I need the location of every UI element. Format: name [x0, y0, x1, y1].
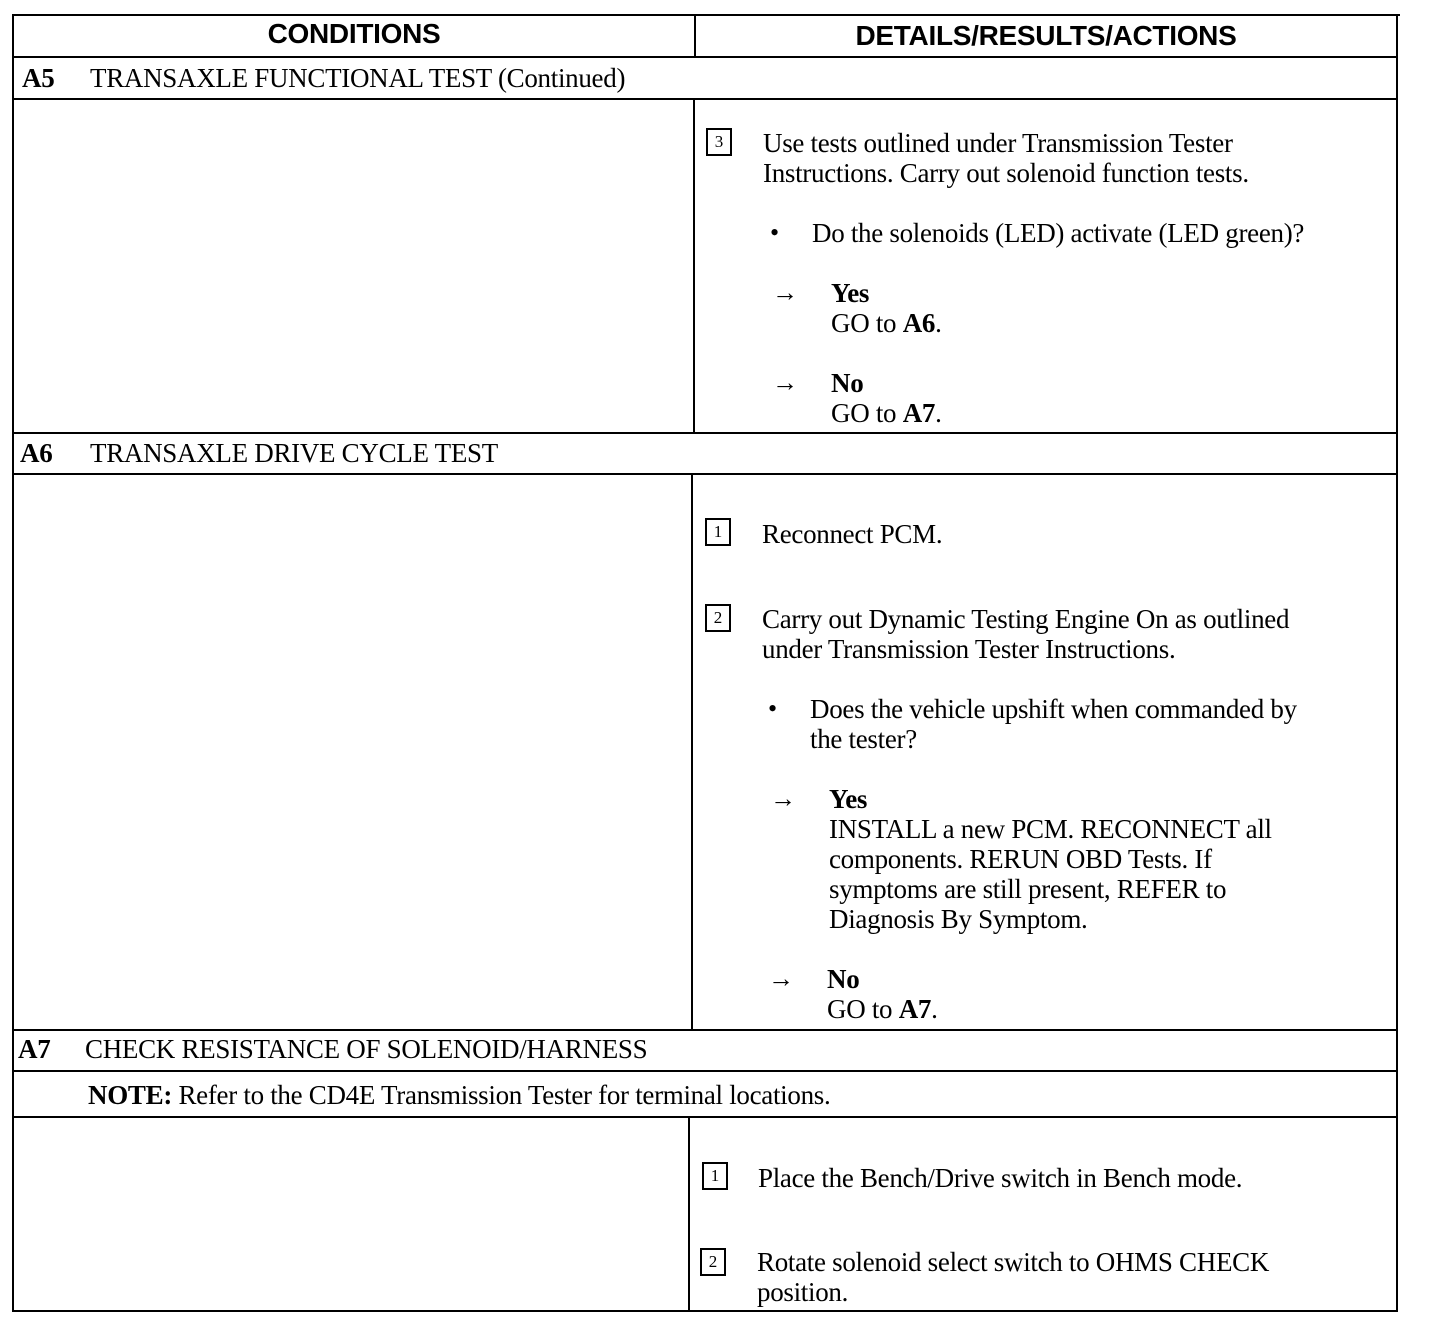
no-label: No	[831, 368, 864, 398]
no-action: GO to A7.	[827, 994, 938, 1024]
yes-action-line: INSTALL a new PCM. RECONNECT all	[829, 814, 1272, 844]
yes-result	[829, 784, 1272, 934]
a7-title-top	[12, 1029, 1398, 1031]
a6-title-top	[12, 432, 1398, 434]
conditions-header: CONDITIONS	[267, 18, 441, 49]
yes-action-line: Diagnosis By Symptom.	[829, 904, 1088, 934]
arrow-right-icon: →	[772, 278, 798, 307]
arrow-right-icon: →	[768, 964, 794, 993]
yes-action-line: components. RERUN OBD Tests. If	[829, 844, 1212, 874]
no-result	[827, 964, 938, 1024]
no-action: GO to A7.	[831, 398, 942, 428]
arrow-right-icon: →	[770, 784, 796, 813]
step-instruction	[762, 604, 1289, 664]
section-title-a6: TRANSAXLE DRIVE CYCLE TEST	[90, 438, 498, 468]
column-divider-a5	[693, 98, 695, 434]
note-text: NOTE: Refer to the CD4E Transmission Tester for terminal locations.	[88, 1080, 831, 1110]
yes-label: Yes	[831, 278, 870, 308]
a5-title-divider	[12, 98, 1398, 100]
border-top	[14, 14, 1400, 16]
step-number-box: 3	[706, 128, 732, 156]
question-line: Does the vehicle upshift when commanded by	[810, 694, 1297, 724]
step-text-line: position.	[757, 1277, 849, 1307]
no-label: No	[827, 964, 860, 994]
question-text	[810, 694, 1297, 754]
step-number-box: 1	[705, 518, 731, 546]
bullet-icon: •	[770, 218, 780, 247]
a7-note-divider	[12, 1116, 1398, 1118]
section-title-a7: CHECK RESISTANCE OF SOLENOID/HARNESS	[85, 1034, 648, 1064]
yes-action-line: symptoms are still present, REFER to	[829, 874, 1227, 904]
section-title-a5: TRANSAXLE FUNCTIONAL TEST (Continued)	[90, 63, 626, 93]
yes-label: Yes	[829, 784, 868, 814]
arrow-right-icon: →	[772, 368, 798, 397]
section-id-a6: A6	[20, 438, 53, 468]
details-header: DETAILS/RESULTS/ACTIONS	[855, 20, 1237, 51]
section-id-a7: A7	[18, 1034, 51, 1064]
step-text-line: Use tests outlined under Transmission Tester	[763, 128, 1233, 158]
step-instruction	[763, 128, 1249, 188]
no-result	[831, 368, 942, 428]
step-number-box: 2	[700, 1248, 726, 1276]
column-divider-a6	[691, 473, 693, 1031]
step-number-box: 1	[702, 1162, 728, 1190]
step-text-line: under Transmission Tester Instructions.	[762, 634, 1176, 664]
question-text: Do the solenoids (LED) activate (LED green)?	[812, 218, 1305, 248]
yes-action: GO to A6.	[831, 308, 942, 338]
step-text-line: Rotate solenoid select switch to OHMS CHECK	[757, 1247, 1270, 1277]
step-instruction: Place the Bench/Drive switch in Bench mode.	[758, 1163, 1243, 1193]
question-line: the tester?	[810, 724, 917, 754]
a7-title-divider	[12, 1070, 1398, 1072]
step-text-line: Carry out Dynamic Testing Engine On as outlined	[762, 604, 1290, 634]
step-instruction	[757, 1247, 1269, 1307]
bullet-icon: •	[768, 694, 778, 723]
a6-title-divider	[12, 473, 1398, 475]
column-divider-a7	[688, 1116, 690, 1312]
step-instruction: Reconnect PCM.	[762, 519, 943, 549]
note-label: NOTE:	[88, 1080, 173, 1110]
section-id-a5: A5	[22, 63, 55, 93]
header-divider	[12, 56, 1398, 58]
border-bottom	[12, 1310, 1398, 1312]
yes-result	[831, 278, 942, 338]
step-number-box: 2	[705, 604, 731, 632]
step-text-line: Instructions. Carry out solenoid function tests.	[763, 158, 1249, 188]
